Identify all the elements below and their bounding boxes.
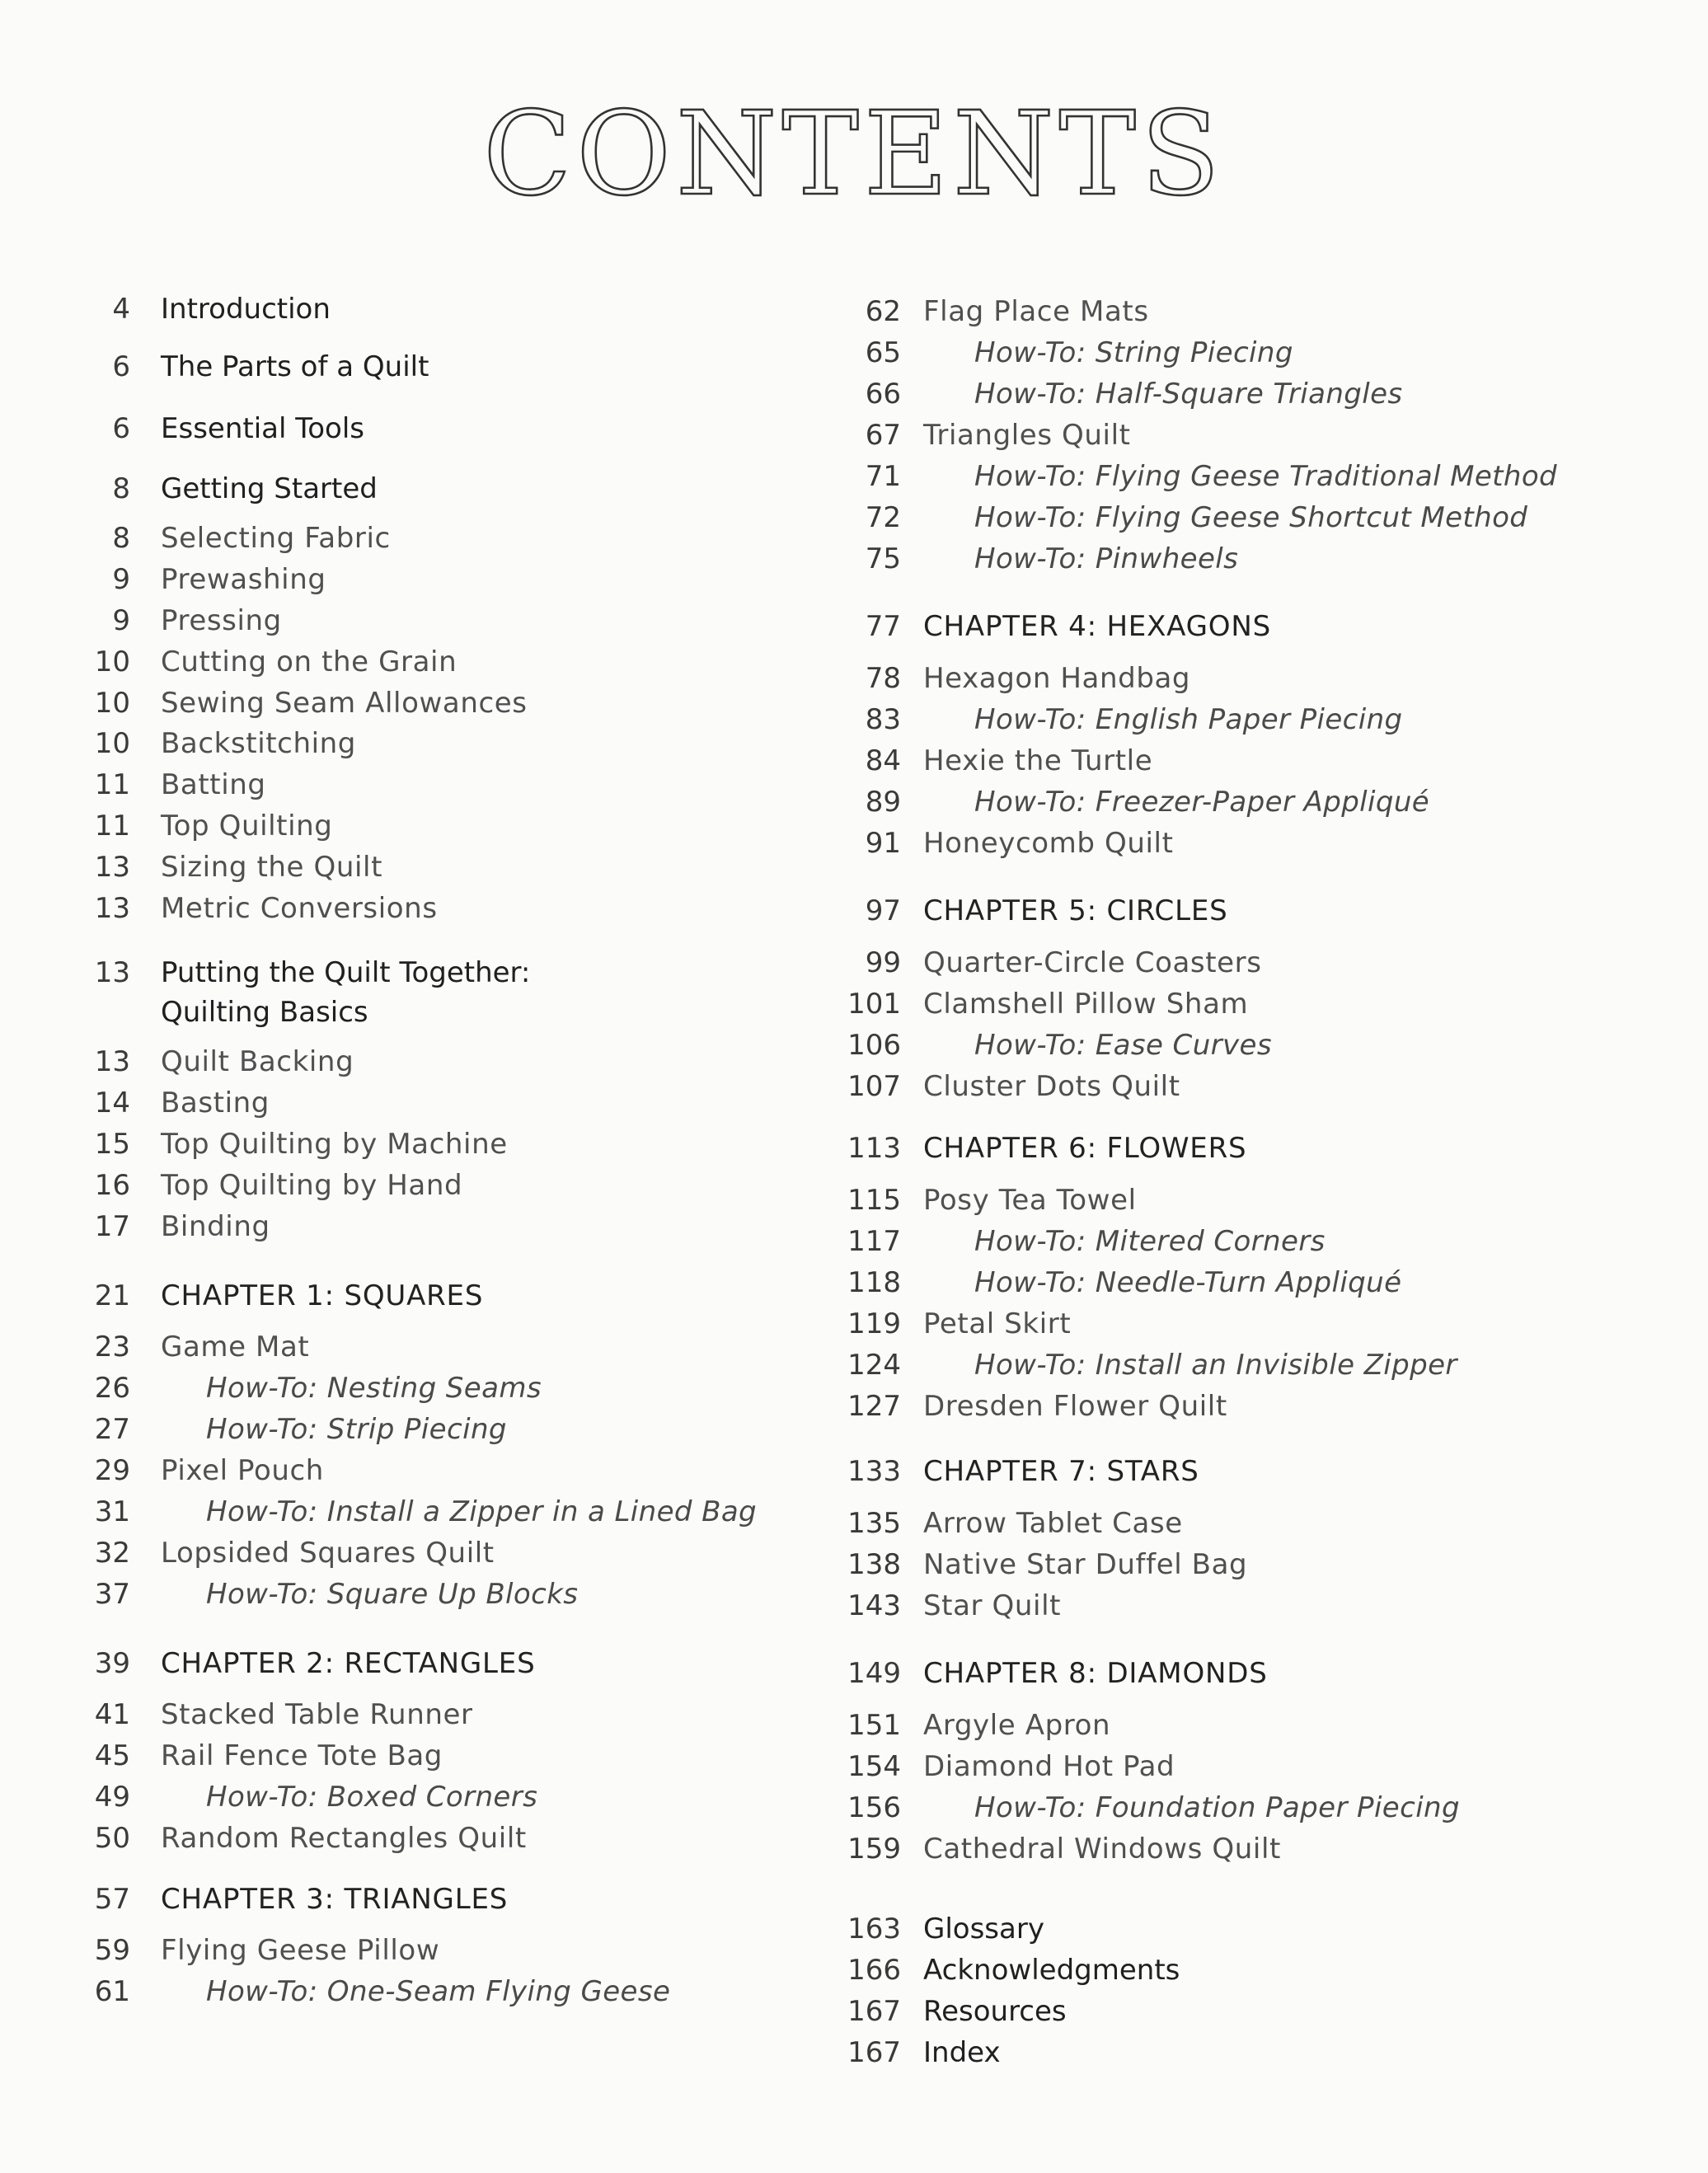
toc-entry-title: Prewashing xyxy=(161,563,326,596)
toc-entry-title: Cathedral Windows Quilt xyxy=(923,1833,1281,1866)
toc-page-number: 72 xyxy=(865,501,901,534)
toc-entry-title: Top Quilting by Machine xyxy=(161,1128,508,1161)
toc-page-number: 23 xyxy=(94,1331,130,1363)
toc-page-number: 49 xyxy=(94,1781,130,1814)
toc-page-number: 45 xyxy=(94,1739,130,1772)
toc-page-number: 13 xyxy=(94,1045,130,1078)
toc-entry-title: How-To: String Piecing xyxy=(974,336,1293,369)
toc-entry-title: Introduction xyxy=(161,293,331,326)
toc-entry-title: Sizing the Quilt xyxy=(161,851,382,884)
toc-entry-title: CHAPTER 5: CIRCLES xyxy=(923,894,1228,927)
toc-page-number: 138 xyxy=(847,1548,901,1581)
toc-page-number: 21 xyxy=(94,1279,130,1312)
toc-entry-title: Stacked Table Runner xyxy=(161,1698,473,1731)
toc-page-number: 27 xyxy=(94,1413,130,1446)
toc-entry-title: Posy Tea Towel xyxy=(923,1184,1137,1217)
toc-page-number: 16 xyxy=(94,1169,130,1202)
toc-entry-title: How-To: Half-Square Triangles xyxy=(974,378,1403,411)
toc-page-number: 149 xyxy=(847,1657,901,1690)
toc-page-number: 8 xyxy=(112,522,130,555)
toc-entry-title: Flag Place Mats xyxy=(923,295,1149,328)
toc-entry-title: Lopsided Squares Quilt xyxy=(161,1537,495,1570)
toc-entry-title: Metric Conversions xyxy=(161,892,438,925)
toc-entry-title: Arrow Tablet Case xyxy=(923,1507,1183,1540)
toc-entry-title: Selecting Fabric xyxy=(161,522,391,555)
toc-page-number: 67 xyxy=(865,419,901,452)
toc-entry-title: Backstitching xyxy=(161,727,356,760)
toc-entry-title: Binding xyxy=(161,1210,270,1243)
toc-entry-title: Essential Tools xyxy=(161,412,364,445)
toc-page-number: 97 xyxy=(865,894,901,927)
toc-entry-title: Quilting Basics xyxy=(161,996,368,1029)
toc-page-number: 61 xyxy=(94,1975,130,2008)
toc-entry-title: Quarter-Circle Coasters xyxy=(923,946,1262,979)
toc-entry-title: Getting Started xyxy=(161,472,378,505)
toc-entry-title: How-To: Pinwheels xyxy=(974,542,1239,575)
toc-entry-title: CHAPTER 3: TRIANGLES xyxy=(161,1883,509,1916)
toc-entry-title: Petal Skirt xyxy=(923,1307,1072,1340)
toc-page-number: 66 xyxy=(865,378,901,411)
toc-page-number: 13 xyxy=(94,956,130,989)
toc-entry-title: CHAPTER 8: DIAMONDS xyxy=(923,1657,1268,1690)
toc-entry-title: Dresden Flower Quilt xyxy=(923,1390,1227,1423)
toc-entry-title: How-To: Nesting Seams xyxy=(206,1372,542,1405)
toc-page-number: 163 xyxy=(847,1913,901,1945)
toc-page-number: 119 xyxy=(847,1307,901,1340)
toc-page-number: 167 xyxy=(847,1995,901,2028)
toc-page-number: 8 xyxy=(112,472,130,505)
toc-page-number: 124 xyxy=(847,1349,901,1382)
toc-page-number: 133 xyxy=(847,1455,901,1488)
toc-entry-title: Resources xyxy=(923,1995,1067,2028)
toc-page-number: 4 xyxy=(112,293,130,326)
toc-page-number: 39 xyxy=(94,1647,130,1680)
toc-entry-title: How-To: English Paper Piecing xyxy=(974,703,1403,736)
toc-entry-title: Putting the Quilt Together: xyxy=(161,956,531,989)
toc-page-number: 50 xyxy=(94,1822,130,1855)
toc-page-number: 26 xyxy=(94,1372,130,1405)
toc-page-number: 166 xyxy=(847,1954,901,1987)
toc-entry-title: Clamshell Pillow Sham xyxy=(923,988,1249,1021)
toc-page-number: 6 xyxy=(112,350,130,383)
toc-entry-title: Acknowledgments xyxy=(923,1954,1180,1987)
toc-page-number: 15 xyxy=(94,1128,130,1161)
toc-entry-title: Native Star Duffel Bag xyxy=(923,1548,1248,1581)
toc-entry-title: Hexagon Handbag xyxy=(923,662,1191,695)
toc-entry-title: How-To: Ease Curves xyxy=(974,1029,1272,1062)
toc-page-number: 13 xyxy=(94,892,130,925)
toc-page-number: 57 xyxy=(94,1883,130,1916)
toc-entry-title: Pressing xyxy=(161,604,282,637)
toc-page-number: 159 xyxy=(847,1833,901,1866)
toc-page-number: 107 xyxy=(847,1070,901,1103)
toc-entry-title: How-To: Needle-Turn Appliqué xyxy=(974,1266,1402,1299)
toc-entry-title: How-To: One-Seam Flying Geese xyxy=(206,1975,671,2008)
toc-page-number: 78 xyxy=(865,662,901,695)
toc-page-number: 10 xyxy=(94,727,130,760)
toc-entry-title: Cutting on the Grain xyxy=(161,645,458,678)
toc-entry-title: Triangles Quilt xyxy=(923,419,1131,452)
toc-page-number: 84 xyxy=(865,744,901,777)
toc-entry-title: Sewing Seam Allowances xyxy=(161,687,528,720)
toc-entry-title: How-To: Foundation Paper Piecing xyxy=(974,1791,1460,1824)
toc-page-number: 113 xyxy=(847,1132,901,1165)
toc-page-number: 13 xyxy=(94,851,130,884)
toc-entry-title: Star Quilt xyxy=(923,1589,1062,1622)
toc-page-number: 151 xyxy=(847,1709,901,1742)
toc-page-number: 41 xyxy=(94,1698,130,1731)
toc-page-number: 10 xyxy=(94,645,130,678)
toc-entry-title: Honeycomb Quilt xyxy=(923,827,1174,860)
toc-entry-title: CHAPTER 6: FLOWERS xyxy=(923,1132,1247,1165)
toc-entry-title: Diamond Hot Pad xyxy=(923,1750,1175,1783)
toc-page-number: 9 xyxy=(112,563,130,596)
toc-page-number: 77 xyxy=(865,610,901,643)
toc-entry-title: Random Rectangles Quilt xyxy=(161,1822,527,1855)
toc-entry-title: Flying Geese Pillow xyxy=(161,1934,440,1967)
toc-page-number: 62 xyxy=(865,295,901,328)
toc-page-number: 143 xyxy=(847,1589,901,1622)
toc-entry-title: CHAPTER 7: STARS xyxy=(923,1455,1199,1488)
toc-page-number: 117 xyxy=(847,1225,901,1258)
toc-entry-title: How-To: Flying Geese Shortcut Method xyxy=(974,501,1528,534)
toc-entry-title: Rail Fence Tote Bag xyxy=(161,1739,443,1772)
toc-entry-title: How-To: Freezer-Paper Appliqué xyxy=(974,786,1430,819)
toc-entry-title: Glossary xyxy=(923,1913,1044,1945)
toc-page-number: 127 xyxy=(847,1390,901,1423)
toc-page-number: 156 xyxy=(847,1791,901,1824)
toc-entry-title: CHAPTER 2: RECTANGLES xyxy=(161,1647,536,1680)
toc-page-number: 83 xyxy=(865,703,901,736)
toc-entry-title: CHAPTER 1: SQUARES xyxy=(161,1279,484,1312)
toc-page-number: 106 xyxy=(847,1029,901,1062)
toc-page-number: 89 xyxy=(865,786,901,819)
toc-entry-title: Cluster Dots Quilt xyxy=(923,1070,1180,1103)
toc-page-number: 75 xyxy=(865,542,901,575)
toc-entry-title: How-To: Strip Piecing xyxy=(206,1413,507,1446)
toc-page-number: 65 xyxy=(865,336,901,369)
toc-page-number: 71 xyxy=(865,460,901,493)
toc-entry-title: Pixel Pouch xyxy=(161,1454,324,1487)
toc-entry-title: How-To: Install a Zipper in a Lined Bag xyxy=(206,1495,758,1528)
toc-page-number: 167 xyxy=(847,2036,901,2069)
toc-entry-title: Top Quilting xyxy=(161,810,333,842)
toc-entry-title: Argyle Apron xyxy=(923,1709,1111,1742)
toc-page-number: 9 xyxy=(112,604,130,637)
toc-page-number: 10 xyxy=(94,687,130,720)
toc-page-number: 91 xyxy=(865,827,901,860)
toc-page-number: 31 xyxy=(94,1495,130,1528)
toc-entry-title: How-To: Flying Geese Traditional Method xyxy=(974,460,1558,493)
toc-entry-title: How-To: Square Up Blocks xyxy=(206,1578,579,1611)
page-title: CONTENTS xyxy=(483,87,1225,222)
toc-page-number: 17 xyxy=(94,1210,130,1243)
toc-page-number: 154 xyxy=(847,1750,901,1783)
toc-entry-title: The Parts of a Quilt xyxy=(161,350,429,383)
toc-entry-title: How-To: Mitered Corners xyxy=(974,1225,1326,1258)
toc-page-number: 59 xyxy=(94,1934,130,1967)
toc-entry-title: Hexie the Turtle xyxy=(923,744,1153,777)
toc-page-number: 37 xyxy=(94,1578,130,1611)
toc-entry-title: Game Mat xyxy=(161,1331,310,1363)
toc-entry-title: Index xyxy=(923,2036,1001,2069)
toc-entry-title: How-To: Install an Invisible Zipper xyxy=(974,1349,1457,1382)
toc-page-number: 14 xyxy=(94,1086,130,1119)
toc-entry-title: Batting xyxy=(161,768,266,801)
toc-page-number: 118 xyxy=(847,1266,901,1299)
toc-entry-title: How-To: Boxed Corners xyxy=(206,1781,538,1814)
toc-entry-title: CHAPTER 4: HEXAGONS xyxy=(923,610,1271,643)
toc-page-number: 11 xyxy=(94,768,130,801)
toc-entry-title: Quilt Backing xyxy=(161,1045,354,1078)
toc-page-number: 11 xyxy=(94,810,130,842)
toc-page-number: 32 xyxy=(94,1537,130,1570)
toc-page-number: 29 xyxy=(94,1454,130,1487)
toc-entry-title: Basting xyxy=(161,1086,270,1119)
toc-page-number: 101 xyxy=(847,988,901,1021)
toc-page-number: 99 xyxy=(865,946,901,979)
toc-page-number: 115 xyxy=(847,1184,901,1217)
toc-page-number: 6 xyxy=(112,412,130,445)
toc-page-number: 135 xyxy=(847,1507,901,1540)
toc-entry-title: Top Quilting by Hand xyxy=(161,1169,463,1202)
